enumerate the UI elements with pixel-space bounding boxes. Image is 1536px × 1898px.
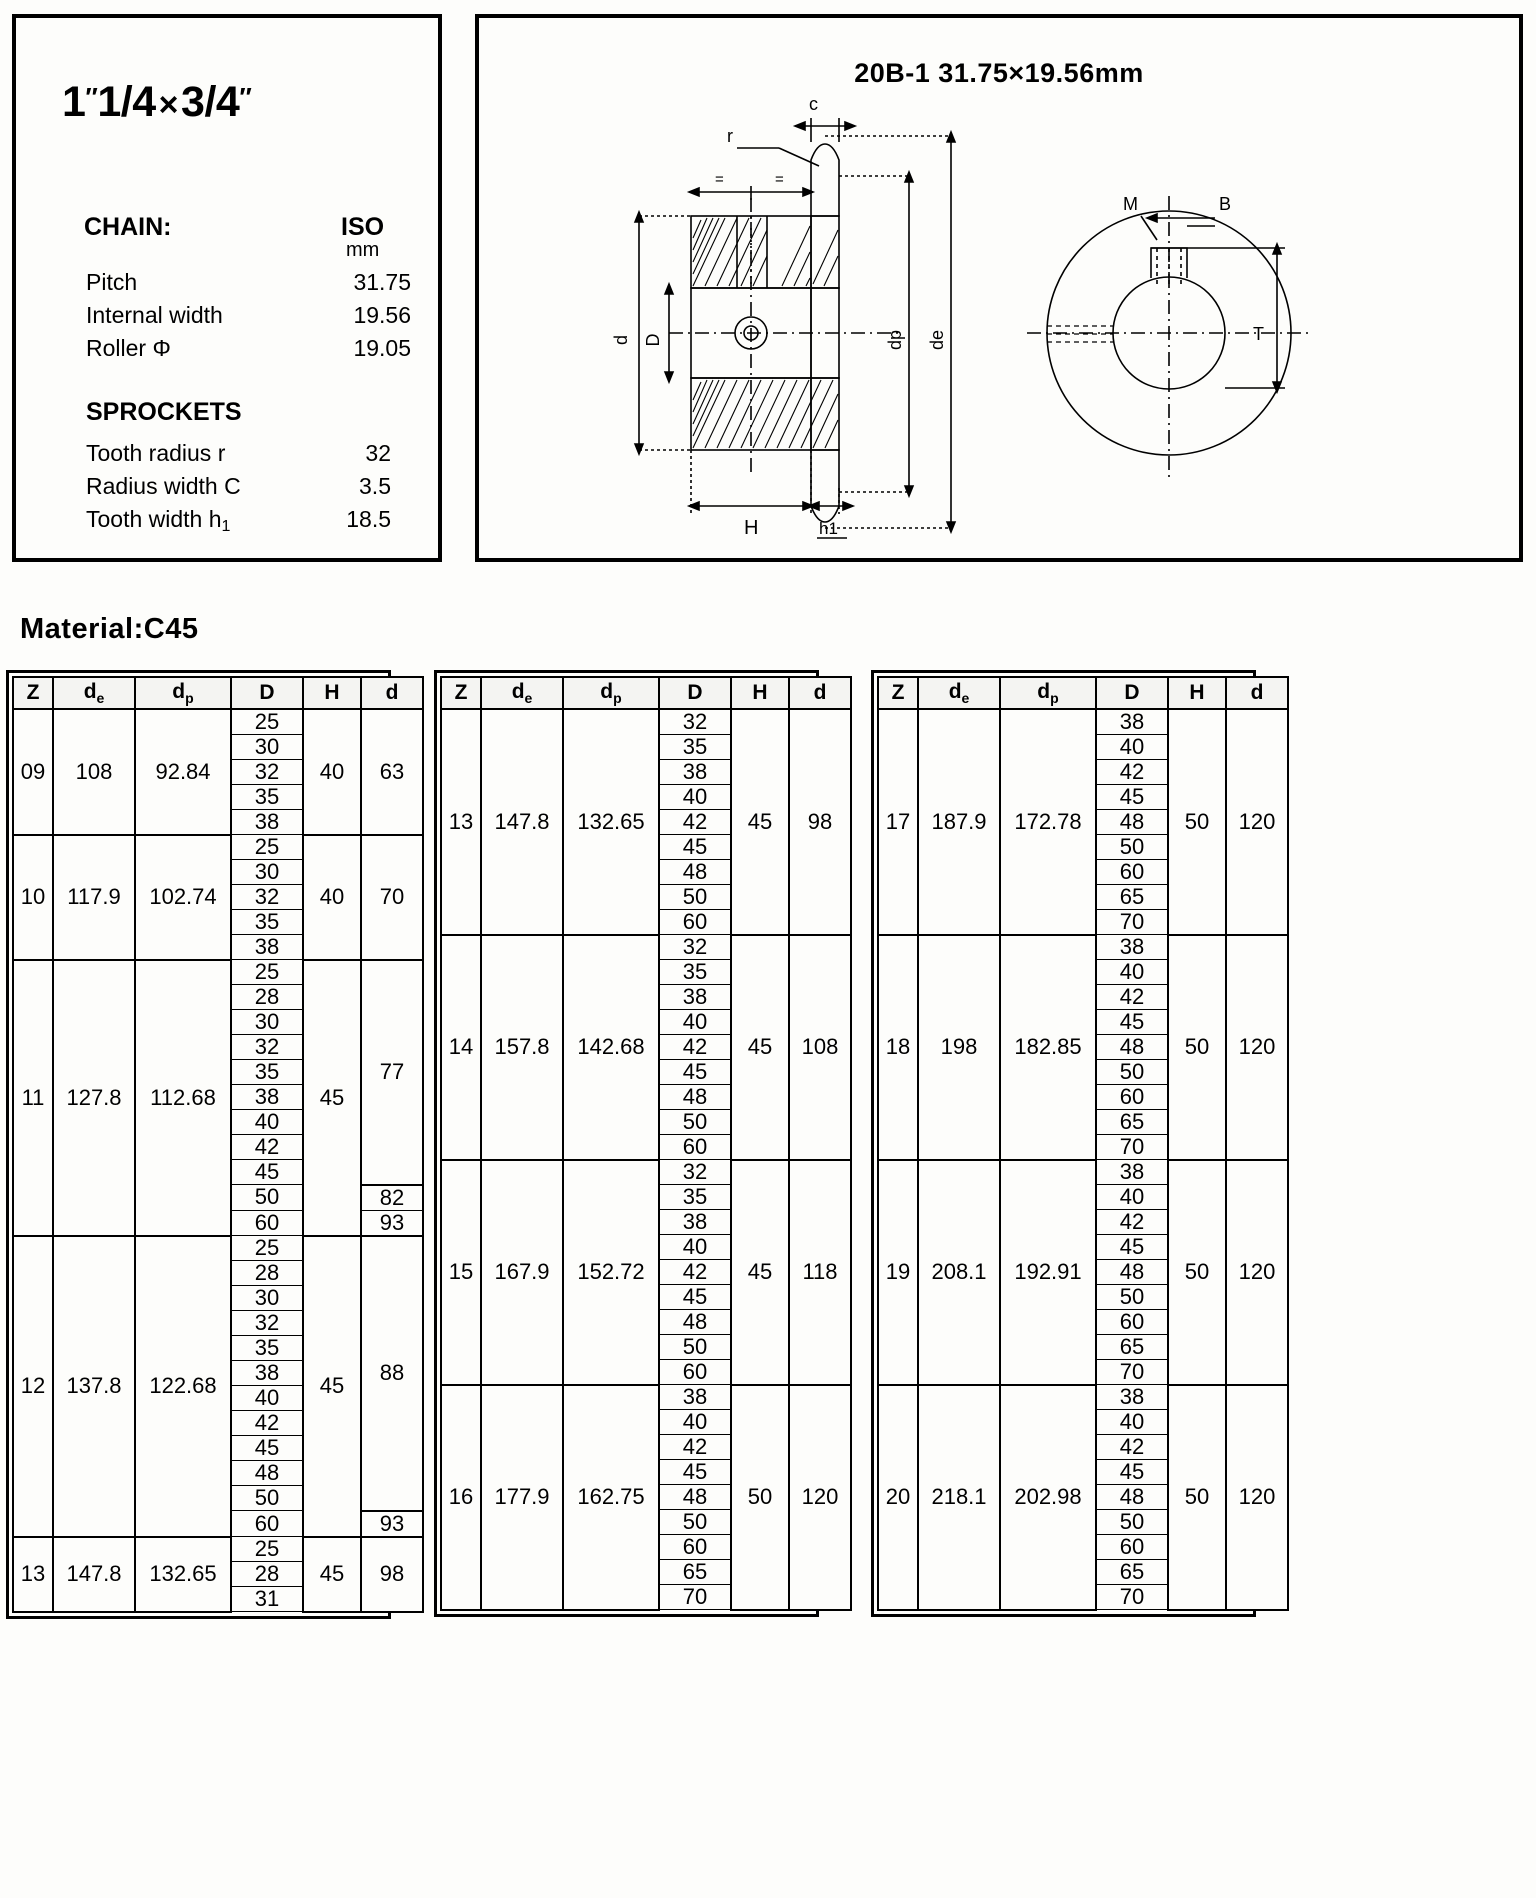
- cell-H: 45: [731, 935, 789, 1160]
- sprockets-section-header: [16, 398, 438, 440]
- cell-D: 40: [1096, 1185, 1168, 1210]
- title-times-symbol: ×: [158, 86, 179, 124]
- sprocket-table-3: [871, 670, 1276, 1617]
- table-row: [878, 1385, 1288, 1410]
- cell-H: 50: [1168, 709, 1226, 935]
- label-equal-2: =: [775, 171, 784, 188]
- cell-D: 60: [659, 910, 731, 935]
- cell-D: 30: [231, 1286, 303, 1311]
- cell-D: 38: [659, 760, 731, 785]
- spec-row-tooth-radius: [16, 440, 438, 473]
- cell-z: 20: [878, 1385, 918, 1610]
- cell-D: 31: [231, 1587, 303, 1612]
- cell-D: 60: [231, 1210, 303, 1236]
- cell-dp: 142.68: [563, 935, 659, 1160]
- cell-dp: 132.65: [563, 709, 659, 935]
- label-d-small: d: [611, 334, 631, 346]
- cell-d: 98: [789, 709, 851, 935]
- cell-D: 42: [1096, 985, 1168, 1010]
- cell-de: 218.1: [918, 1385, 1000, 1610]
- label-equal-1: =: [715, 171, 724, 188]
- spec-list: [16, 213, 438, 539]
- th-dp: $d_p$: [1000, 677, 1096, 709]
- cell-D: 38: [231, 935, 303, 960]
- th-D: D: [659, 677, 731, 709]
- cell-H: 50: [1168, 935, 1226, 1160]
- table-row: [13, 960, 423, 985]
- spec-label-tooth-radius: Tooth radius r: [86, 440, 226, 466]
- technical-drawing-panel: [475, 14, 1523, 562]
- spec-row-pitch: [16, 269, 438, 302]
- th-d: d: [361, 677, 423, 709]
- cell-H: 40: [303, 835, 361, 960]
- table-2: [440, 676, 852, 1611]
- label-T: T: [1253, 324, 1264, 344]
- cell-D: 38: [659, 985, 731, 1010]
- spec-label-radius-width: Radius width C: [86, 473, 241, 499]
- cell-D: 38: [231, 810, 303, 835]
- cell-D: 65: [1096, 1110, 1168, 1135]
- cell-D: 60: [659, 1535, 731, 1560]
- cell-D: 32: [659, 1160, 731, 1185]
- table-row: [878, 709, 1288, 735]
- table-row: [13, 1537, 423, 1562]
- cell-D: 60: [1096, 1310, 1168, 1335]
- cell-D: 60: [659, 1135, 731, 1160]
- cell-D: 42: [659, 1260, 731, 1285]
- spec-row-radius-width: [16, 473, 438, 506]
- cell-H: 45: [303, 1537, 361, 1612]
- table-3-body: [878, 709, 1288, 1610]
- cell-D: 30: [231, 1010, 303, 1035]
- label-B: B: [1219, 194, 1232, 214]
- cell-D: 40: [1096, 960, 1168, 985]
- cell-dp: 162.75: [563, 1385, 659, 1610]
- cell-dp: 202.98: [1000, 1385, 1096, 1610]
- sprockets-label: SPROCKETS: [86, 398, 242, 426]
- cell-de: 127.8: [53, 960, 135, 1236]
- cell-z: 13: [441, 709, 481, 935]
- cell-D: 50: [659, 1110, 731, 1135]
- cell-D: 42: [659, 1435, 731, 1460]
- sprocket-drawing-svg: [479, 88, 1527, 558]
- cell-D: 38: [1096, 935, 1168, 960]
- cell-D: 48: [659, 1485, 731, 1510]
- cell-D: 60: [1096, 1535, 1168, 1560]
- cell-d: 120: [1226, 709, 1288, 935]
- cell-D: 40: [659, 1010, 731, 1035]
- cell-D: 60: [1096, 1085, 1168, 1110]
- cell-z: 19: [878, 1160, 918, 1385]
- th-d: d: [789, 677, 851, 709]
- cell-dp: 182.85: [1000, 935, 1096, 1160]
- drawing-title: 20B-1 31.75×19.56mm: [854, 58, 1144, 88]
- cell-d: 98: [361, 1537, 423, 1612]
- table-2-header-row: [441, 677, 851, 709]
- cell-D: 38: [1096, 1385, 1168, 1410]
- th-z: Z: [441, 677, 481, 709]
- table-1-header-row: [13, 677, 423, 709]
- cell-dp: 192.91: [1000, 1160, 1096, 1385]
- cell-D: 32: [659, 709, 731, 735]
- cell-D: 25: [231, 1537, 303, 1562]
- chain-size-title: [62, 78, 251, 127]
- cell-d: 63: [361, 709, 423, 835]
- cell-D: 50: [231, 1185, 303, 1211]
- cell-dp: 152.72: [563, 1160, 659, 1385]
- cell-D: 35: [231, 1336, 303, 1361]
- tooth-width-subscript: 1: [221, 518, 231, 535]
- th-D: D: [231, 677, 303, 709]
- iso-label: ISO: [341, 213, 385, 241]
- cell-de: 177.9: [481, 1385, 563, 1610]
- cell-D: 65: [1096, 1335, 1168, 1360]
- cell-d: 120: [1226, 935, 1288, 1160]
- cell-D: 38: [659, 1210, 731, 1235]
- title-inch-mark-2: ″: [239, 82, 252, 112]
- cell-D: 48: [1096, 1035, 1168, 1060]
- cell-d: 93: [361, 1511, 423, 1537]
- cell-D: 35: [659, 960, 731, 985]
- cell-de: 208.1: [918, 1160, 1000, 1385]
- cell-D: 42: [1096, 1435, 1168, 1460]
- cell-D: 60: [659, 1360, 731, 1385]
- label-de: de: [927, 329, 947, 351]
- th-d: d: [1226, 677, 1288, 709]
- spec-value-tooth-width: 18.5: [346, 506, 391, 532]
- table-row: [13, 835, 423, 860]
- cell-D: 42: [659, 810, 731, 835]
- spec-label-internal-width: Internal width: [86, 302, 223, 328]
- table-row: [441, 709, 851, 735]
- cell-D: 50: [1096, 1510, 1168, 1535]
- cell-d: 118: [789, 1160, 851, 1385]
- spec-value-radius-width: 3.5: [359, 473, 391, 499]
- label-h1: h1: [819, 519, 838, 538]
- cell-D: 42: [1096, 1210, 1168, 1235]
- cell-D: 48: [659, 1085, 731, 1110]
- th-D: D: [1096, 677, 1168, 709]
- cell-D: 65: [659, 1560, 731, 1585]
- cell-D: 35: [231, 910, 303, 935]
- cell-D: 28: [231, 1261, 303, 1286]
- cell-D: 60: [1096, 860, 1168, 885]
- cell-z: 11: [13, 960, 53, 1236]
- table-row: [878, 1160, 1288, 1185]
- cell-D: 40: [659, 785, 731, 810]
- cell-D: 70: [1096, 1360, 1168, 1385]
- cell-D: 28: [231, 1562, 303, 1587]
- cell-D: 45: [1096, 1235, 1168, 1260]
- spec-row-tooth-width: [16, 506, 438, 539]
- cell-dp: 92.84: [135, 709, 231, 835]
- cell-D: 50: [659, 1335, 731, 1360]
- cell-z: 10: [13, 835, 53, 960]
- cell-d: 120: [1226, 1160, 1288, 1385]
- cell-D: 42: [659, 1035, 731, 1060]
- cell-d: 120: [1226, 1385, 1288, 1610]
- label-M: M: [1123, 194, 1138, 214]
- label-D-big: D: [643, 333, 663, 347]
- cell-d: 88: [361, 1236, 423, 1511]
- cell-D: 70: [1096, 910, 1168, 935]
- th-de: $d_e$: [481, 677, 563, 709]
- cell-de: 108: [53, 709, 135, 835]
- cell-D: 35: [231, 785, 303, 810]
- cell-de: 147.8: [53, 1537, 135, 1612]
- cell-d: 120: [789, 1385, 851, 1610]
- sprocket-table-1: [6, 670, 405, 1619]
- cell-D: 32: [231, 760, 303, 785]
- cell-D: 32: [231, 1311, 303, 1336]
- title-inch-mark-1: ″: [85, 82, 98, 112]
- table-1: [12, 676, 424, 1613]
- table-row: [441, 935, 851, 960]
- cell-D: 30: [231, 735, 303, 760]
- cell-D: 70: [1096, 1585, 1168, 1610]
- cell-D: 60: [231, 1511, 303, 1537]
- cell-de: 187.9: [918, 709, 1000, 935]
- cell-d: 70: [361, 835, 423, 960]
- cell-H: 45: [303, 960, 361, 1236]
- cell-D: 30: [231, 860, 303, 885]
- cell-D: 48: [1096, 810, 1168, 835]
- cell-D: 35: [659, 735, 731, 760]
- th-H: H: [303, 677, 361, 709]
- cell-H: 45: [303, 1236, 361, 1537]
- cell-D: 65: [1096, 1560, 1168, 1585]
- table-row: [13, 709, 423, 735]
- cell-D: 48: [659, 860, 731, 885]
- cell-D: 45: [1096, 1460, 1168, 1485]
- th-dp: $d_p$: [563, 677, 659, 709]
- cell-D: 48: [231, 1461, 303, 1486]
- cell-z: 15: [441, 1160, 481, 1385]
- cell-H: 40: [303, 709, 361, 835]
- cell-D: 32: [659, 935, 731, 960]
- spec-label-pitch: Pitch: [86, 269, 138, 295]
- top-section: [0, 0, 1536, 580]
- cell-D: 40: [1096, 1410, 1168, 1435]
- cell-z: 13: [13, 1537, 53, 1612]
- cell-D: 70: [659, 1585, 731, 1610]
- label-H: H: [744, 517, 759, 539]
- tooth-width-text: Tooth width h: [86, 506, 222, 532]
- cell-de: 198: [918, 935, 1000, 1160]
- cell-z: 12: [13, 1236, 53, 1537]
- th-de: $d_e$: [918, 677, 1000, 709]
- spec-spacer: [16, 368, 438, 398]
- sprocket-table-2: [434, 670, 839, 1617]
- th-z: Z: [878, 677, 918, 709]
- cell-D: 45: [231, 1160, 303, 1185]
- material-label: Material:C45: [20, 613, 199, 645]
- cell-D: 50: [1096, 1060, 1168, 1085]
- cell-dp: 132.65: [135, 1537, 231, 1612]
- title-main: 1: [62, 78, 86, 126]
- th-H: H: [731, 677, 789, 709]
- label-c: c: [809, 94, 818, 114]
- cell-D: 25: [231, 709, 303, 735]
- spec-value-tooth-radius: 32: [365, 440, 391, 466]
- cell-H: 50: [731, 1385, 789, 1610]
- cell-D: 42: [231, 1135, 303, 1160]
- table-row: [878, 935, 1288, 960]
- cell-D: 45: [1096, 785, 1168, 810]
- cell-D: 50: [231, 1486, 303, 1511]
- label-dp: dp: [885, 329, 905, 351]
- cell-dp: 102.74: [135, 835, 231, 960]
- cell-D: 45: [231, 1436, 303, 1461]
- cell-z: 16: [441, 1385, 481, 1610]
- cell-D: 40: [231, 1110, 303, 1135]
- cell-dp: 172.78: [1000, 709, 1096, 935]
- cell-D: 38: [1096, 1160, 1168, 1185]
- cell-H: 50: [1168, 1385, 1226, 1610]
- cell-D: 45: [659, 835, 731, 860]
- cell-D: 32: [231, 885, 303, 910]
- cell-z: 14: [441, 935, 481, 1160]
- mm-unit-label: mm: [346, 239, 380, 261]
- cell-D: 50: [1096, 835, 1168, 860]
- cell-D: 70: [1096, 1135, 1168, 1160]
- cell-D: 40: [659, 1410, 731, 1435]
- cell-D: 25: [231, 1236, 303, 1261]
- cell-d: 108: [789, 935, 851, 1160]
- cell-d: 77: [361, 960, 423, 1185]
- title-fraction-1: 1/4: [97, 78, 156, 126]
- title-fraction-2: 3/4: [181, 78, 240, 126]
- table-3-header-row: [878, 677, 1288, 709]
- cell-de: 117.9: [53, 835, 135, 960]
- chain-label: CHAIN:: [84, 213, 172, 241]
- cell-D: 50: [659, 1510, 731, 1535]
- cell-H: 45: [731, 709, 789, 935]
- cell-D: 45: [659, 1460, 731, 1485]
- spec-row-roller: [16, 335, 438, 368]
- label-r: r: [727, 126, 733, 146]
- chain-spec-panel: [12, 14, 442, 562]
- spec-value-internal-width: 19.56: [353, 302, 411, 328]
- cell-D: 48: [1096, 1260, 1168, 1285]
- cell-D: 42: [1096, 760, 1168, 785]
- cell-D: 48: [659, 1310, 731, 1335]
- cell-D: 35: [659, 1185, 731, 1210]
- cell-D: 50: [1096, 1285, 1168, 1310]
- th-H: H: [1168, 677, 1226, 709]
- cell-dp: 122.68: [135, 1236, 231, 1537]
- cell-z: 17: [878, 709, 918, 935]
- cell-D: 28: [231, 985, 303, 1010]
- cell-D: 38: [659, 1385, 731, 1410]
- cell-dp: 112.68: [135, 960, 231, 1236]
- spec-value-roller: 19.05: [353, 335, 411, 361]
- cell-D: 42: [231, 1411, 303, 1436]
- cell-D: 45: [1096, 1010, 1168, 1035]
- cell-D: 40: [659, 1235, 731, 1260]
- spec-header-row: [16, 213, 438, 269]
- cell-D: 25: [231, 835, 303, 860]
- cell-D: 35: [231, 1060, 303, 1085]
- cell-de: 147.8: [481, 709, 563, 935]
- spec-label-roller: Roller Φ: [86, 335, 171, 361]
- spec-value-pitch: 31.75: [353, 269, 411, 295]
- table-1-body: [13, 709, 423, 1612]
- table-row: [13, 1236, 423, 1261]
- cell-D: 50: [659, 885, 731, 910]
- cell-D: 40: [231, 1386, 303, 1411]
- th-dp: $d_p$: [135, 677, 231, 709]
- cell-d: 93: [361, 1210, 423, 1236]
- cell-D: 45: [659, 1060, 731, 1085]
- cell-z: 09: [13, 709, 53, 835]
- th-z: Z: [13, 677, 53, 709]
- spec-row-internal-width: [16, 302, 438, 335]
- cell-D: 38: [1096, 709, 1168, 735]
- cell-D: 38: [231, 1085, 303, 1110]
- cell-D: 40: [1096, 735, 1168, 760]
- th-de: $d_e$: [53, 677, 135, 709]
- cell-z: 18: [878, 935, 918, 1160]
- cell-d: 82: [361, 1185, 423, 1211]
- cell-de: 167.9: [481, 1160, 563, 1385]
- table-2-body: [441, 709, 851, 1610]
- cell-D: 32: [231, 1035, 303, 1060]
- table-3: [877, 676, 1289, 1611]
- cell-H: 45: [731, 1160, 789, 1385]
- cell-D: 25: [231, 960, 303, 985]
- cell-D: 38: [231, 1361, 303, 1386]
- table-row: [441, 1160, 851, 1185]
- cell-D: 65: [1096, 885, 1168, 910]
- cell-D: 45: [659, 1285, 731, 1310]
- cell-D: 48: [1096, 1485, 1168, 1510]
- cell-de: 137.8: [53, 1236, 135, 1537]
- table-row: [441, 1385, 851, 1410]
- cell-de: 157.8: [481, 935, 563, 1160]
- cell-H: 50: [1168, 1160, 1226, 1385]
